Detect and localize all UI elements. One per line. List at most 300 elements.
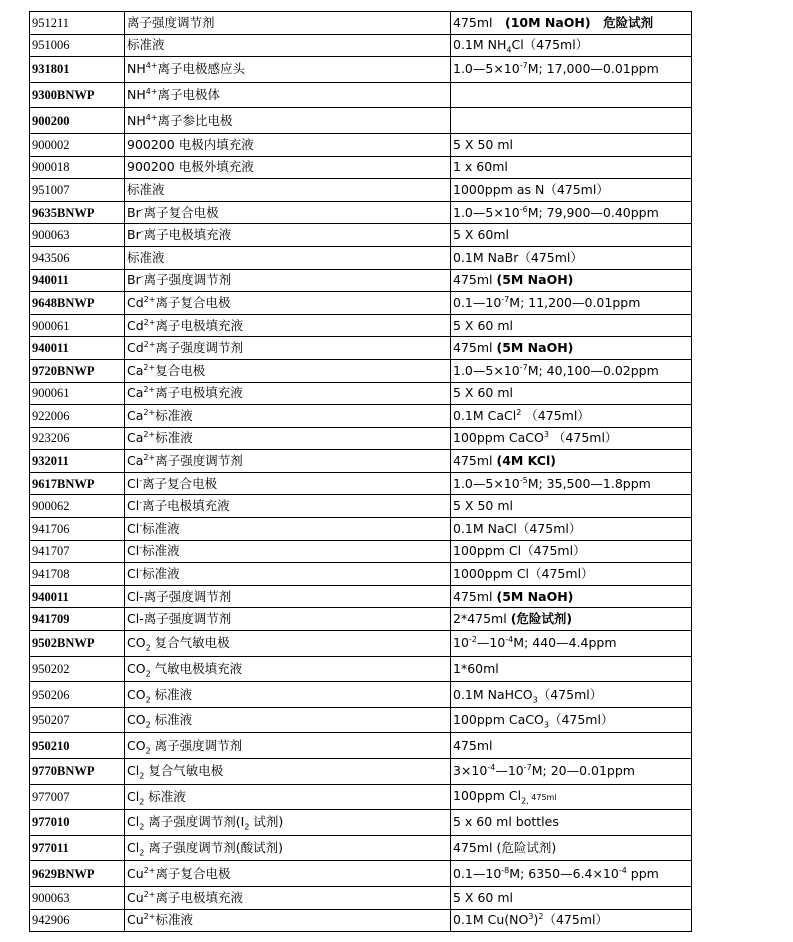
table-row	[30, 608, 692, 631]
text-segment: M; 6350—6.4×10	[509, 865, 619, 881]
product-code-cell: 940011	[30, 337, 125, 360]
table-row	[30, 450, 692, 473]
product-code-cell: 932011	[30, 450, 125, 473]
product-spec-cell	[451, 540, 692, 563]
text-segment: -5	[519, 475, 528, 485]
text-segment: 100ppm CaCO	[453, 712, 544, 728]
text-segment: 4+	[145, 61, 158, 71]
product-spec-cell	[451, 682, 692, 708]
table-row	[30, 427, 692, 450]
text-segment: 离子电极感应头	[157, 61, 246, 77]
product-spec-cell	[451, 427, 692, 450]
text-segment: (4M KCl)	[496, 453, 556, 469]
text-segment: 离子电极填充液	[142, 498, 230, 514]
product-spec-cell	[451, 82, 692, 108]
text-segment: 475ml	[528, 792, 557, 802]
product-name-cell	[125, 57, 451, 83]
text-segment: Cl	[127, 475, 140, 491]
product-code-cell: 950207	[30, 707, 125, 733]
text-segment: 4+	[145, 86, 158, 96]
text-segment: 475ml	[453, 588, 497, 604]
text-segment: CO	[127, 737, 146, 753]
text-segment: 1.0—5×10	[453, 61, 520, 77]
text-segment: 离子强度调节剂	[143, 272, 232, 288]
text-segment: 1.0—5×10	[453, 475, 520, 491]
text-segment: （475ml）	[548, 430, 618, 446]
product-name-cell	[125, 359, 451, 382]
text-segment: 100ppm Cl（475ml）	[453, 543, 586, 559]
text-segment: Cu	[127, 865, 144, 881]
product-name-cell	[125, 269, 451, 292]
text-segment: Cl	[127, 814, 140, 830]
text-segment: 2+	[143, 912, 156, 922]
text-segment: 1000ppm as N（475ml）	[453, 181, 609, 197]
text-segment: Cd	[127, 340, 144, 356]
text-segment: 0.1M NaBr（475ml）	[453, 249, 583, 265]
table-row	[30, 12, 692, 35]
text-segment: 10	[453, 635, 469, 651]
product-code-cell: 977011	[30, 835, 125, 861]
text-segment: M; 79,900—0.40ppm	[527, 204, 659, 220]
text-segment: 475ml	[453, 737, 493, 753]
product-name-cell	[125, 12, 451, 35]
text-segment: 475ml	[453, 453, 497, 469]
product-code-cell: 940011	[30, 585, 125, 608]
text-segment: -	[139, 475, 143, 485]
table-row	[30, 540, 692, 563]
product-code-cell: 9300BNWP	[30, 82, 125, 108]
table-row	[30, 909, 692, 932]
text-segment: Ca	[127, 385, 144, 401]
table-row	[30, 405, 692, 428]
text-segment: -	[140, 272, 144, 282]
product-spec-cell	[451, 495, 692, 518]
product-name-cell	[125, 246, 451, 269]
text-segment: (5M NaOH)	[496, 272, 574, 288]
product-code-cell: 900062	[30, 495, 125, 518]
text-segment: NH	[127, 87, 146, 103]
text-segment: 2+	[143, 385, 156, 395]
text-segment: 475ml	[453, 272, 497, 288]
product-name-cell	[125, 518, 451, 541]
product-table	[29, 11, 692, 932]
text-segment: 2+	[143, 430, 156, 440]
text-segment: 离子电极填充液	[155, 385, 243, 401]
table-row	[30, 495, 692, 518]
text-segment: -6	[519, 204, 528, 214]
text-segment: 475ml	[453, 340, 497, 356]
text-segment: Ca	[127, 430, 144, 446]
product-code-cell: 9502BNWP	[30, 631, 125, 657]
text-segment: 5 X 60 ml	[453, 889, 513, 905]
table-row	[30, 886, 692, 909]
text-segment: 475ml	[453, 14, 506, 30]
product-code-cell: 950206	[30, 682, 125, 708]
text-segment: Ca	[127, 407, 144, 423]
product-code-cell: 900018	[30, 156, 125, 179]
product-name-cell	[125, 909, 451, 932]
table-row	[30, 246, 692, 269]
text-segment: 0.1—10	[453, 294, 502, 310]
text-segment: -4	[487, 763, 496, 773]
table-row	[30, 682, 692, 708]
text-segment: 5 X 50 ml	[453, 136, 513, 152]
text-segment: CO	[127, 686, 146, 702]
table-row	[30, 563, 692, 586]
product-code-cell: 9648BNWP	[30, 292, 125, 315]
product-code-cell: 900061	[30, 382, 125, 405]
product-spec-cell	[451, 12, 692, 35]
text-segment: 标准液	[155, 912, 193, 928]
text-segment: （475ml）	[548, 712, 614, 728]
text-segment: M; 440—4.4ppm	[513, 635, 617, 651]
text-segment: -7	[519, 61, 528, 71]
text-segment: -	[140, 204, 144, 214]
text-segment: 2+	[143, 339, 156, 349]
text-segment: 3×10	[453, 763, 488, 779]
text-segment: 0.1M CaCl	[453, 407, 517, 423]
table-row	[30, 518, 692, 541]
product-code-cell: 941708	[30, 563, 125, 586]
text-segment: 100ppm Cl	[453, 787, 522, 803]
product-name-cell	[125, 34, 451, 57]
text-segment: 2	[145, 669, 151, 679]
text-segment: —10	[476, 635, 506, 651]
text-segment: 标准液	[155, 407, 193, 423]
text-segment: M; 35,500—1.8ppm	[527, 475, 651, 491]
product-name-cell	[125, 707, 451, 733]
text-segment: 1 x 60ml	[453, 159, 508, 175]
text-segment: 离子参比电极	[157, 112, 233, 128]
text-segment: Cl（475ml）	[511, 37, 589, 53]
text-segment: M; 17,000—0.01ppm	[527, 61, 659, 77]
product-spec-cell	[451, 733, 692, 759]
table-row	[30, 133, 692, 156]
text-segment: 2+	[143, 362, 156, 372]
table-row	[30, 784, 692, 810]
table-row	[30, 656, 692, 682]
text-segment: -	[139, 565, 143, 575]
product-name-cell	[125, 156, 451, 179]
table-row	[30, 314, 692, 337]
product-code-cell: 9629BNWP	[30, 861, 125, 887]
product-name-cell	[125, 108, 451, 134]
text-segment: Cd	[127, 317, 144, 333]
text-segment: 2	[244, 822, 250, 832]
product-code-cell: 922006	[30, 405, 125, 428]
product-spec-cell	[451, 224, 692, 247]
table-row	[30, 156, 692, 179]
text-segment: -	[140, 226, 144, 236]
product-spec-cell	[451, 518, 692, 541]
product-code-cell: 9635BNWP	[30, 201, 125, 224]
product-code-cell: 951007	[30, 179, 125, 202]
product-name-cell	[125, 495, 451, 518]
product-code-cell: 900063	[30, 886, 125, 909]
product-spec-cell	[451, 450, 692, 473]
product-name-cell	[125, 179, 451, 202]
product-spec-cell	[451, 108, 692, 134]
table-row	[30, 835, 692, 861]
text-segment: 2,	[521, 796, 529, 806]
text-segment: —10	[495, 763, 524, 779]
text-segment: 0.1M NH	[453, 37, 507, 53]
product-name-cell	[125, 337, 451, 360]
text-segment: 2	[516, 407, 522, 417]
product-name-cell	[125, 450, 451, 473]
text-segment: NH	[127, 61, 146, 77]
product-code-cell: 941707	[30, 540, 125, 563]
text-segment: 2*475ml	[453, 611, 511, 627]
product-code-cell: 950202	[30, 656, 125, 682]
text-segment: Cu	[127, 889, 144, 905]
text-segment: 复合气敏电极	[150, 635, 230, 651]
product-name-cell	[125, 886, 451, 909]
text-segment: 标准液	[142, 543, 180, 559]
product-spec-cell	[451, 909, 692, 932]
table-row	[30, 337, 692, 360]
text-segment: Cl	[127, 498, 140, 514]
product-name-cell	[125, 759, 451, 785]
text-segment: 2+	[143, 865, 156, 875]
text-segment: Cl-离子强度调节剂	[127, 588, 232, 604]
product-code-cell: 900061	[30, 314, 125, 337]
text-segment: 气敏电极填充液	[150, 660, 243, 676]
text-segment: -7	[501, 294, 510, 304]
product-spec-cell	[451, 201, 692, 224]
product-name-cell	[125, 810, 451, 836]
product-name-cell	[125, 631, 451, 657]
text-segment: 2	[139, 797, 145, 807]
text-segment: -8	[501, 865, 510, 875]
text-segment: 离子复合电极	[155, 294, 231, 310]
product-spec-cell	[451, 759, 692, 785]
text-segment: 复合气敏电极	[144, 763, 224, 779]
text-segment: 3	[543, 720, 549, 730]
text-segment: 离子电极体	[157, 87, 221, 103]
text-segment: CO	[127, 660, 146, 676]
text-segment: 离子电极填充液	[155, 317, 243, 333]
product-spec-cell	[451, 563, 692, 586]
text-segment: Cl	[127, 840, 140, 856]
text-segment: 0.1M NaCl（475ml）	[453, 520, 582, 536]
text-segment: 离子复合电极	[142, 475, 218, 491]
text-segment: 0.1M NaHCO	[453, 686, 533, 702]
product-spec-cell	[451, 784, 692, 810]
product-name-cell	[125, 224, 451, 247]
text-segment: -7	[523, 763, 532, 773]
table-row	[30, 631, 692, 657]
text-segment: 标准液	[127, 181, 165, 197]
product-spec-cell	[451, 314, 692, 337]
product-name-cell	[125, 82, 451, 108]
table-row	[30, 585, 692, 608]
product-spec-cell	[451, 359, 692, 382]
text-segment: 标准液	[155, 430, 193, 446]
table-row	[30, 82, 692, 108]
table-row	[30, 810, 692, 836]
product-code-cell: 977007	[30, 784, 125, 810]
product-code-cell: 940011	[30, 269, 125, 292]
product-spec-cell	[451, 608, 692, 631]
product-spec-cell	[451, 886, 692, 909]
product-name-cell	[125, 784, 451, 810]
product-code-cell: 951211	[30, 12, 125, 35]
table-row	[30, 382, 692, 405]
text-segment: （475ml）	[521, 407, 590, 423]
table-row	[30, 201, 692, 224]
product-code-cell: 900063	[30, 224, 125, 247]
product-code-cell: 950210	[30, 733, 125, 759]
text-segment: 离子复合电极	[155, 865, 231, 881]
table-row	[30, 359, 692, 382]
text-segment: 2	[145, 746, 151, 756]
product-spec-cell	[451, 631, 692, 657]
text-segment: 3	[528, 912, 534, 922]
text-segment: 5 X 60ml	[453, 227, 510, 243]
product-spec-cell	[451, 656, 692, 682]
product-name-cell	[125, 563, 451, 586]
text-segment: 1000ppm Cl（475ml）	[453, 566, 594, 582]
text-segment: 离子强度调节剂(酸试剂)	[144, 840, 284, 856]
product-name-cell	[125, 472, 451, 495]
text-segment: 2+	[143, 294, 156, 304]
text-segment: 5 X 60 ml	[453, 385, 513, 401]
text-segment: 离子强度调节剂	[127, 14, 215, 30]
product-name-cell	[125, 835, 451, 861]
product-spec-cell	[451, 34, 692, 57]
product-name-cell	[125, 427, 451, 450]
product-code-cell: 900002	[30, 133, 125, 156]
product-name-cell	[125, 133, 451, 156]
text-segment: -	[139, 498, 143, 508]
product-code-cell: 900200	[30, 108, 125, 134]
product-spec-cell	[451, 246, 692, 269]
text-segment: 900200 电极内填充液	[127, 136, 254, 152]
table-row	[30, 224, 692, 247]
text-segment: 2	[139, 771, 145, 781]
text-segment: Br	[127, 227, 141, 243]
text-segment: (5M NaOH)	[496, 588, 574, 604]
text-segment: -	[139, 543, 143, 553]
text-segment: Cl	[127, 543, 140, 559]
table-row	[30, 292, 692, 315]
text-segment: 标准液	[150, 686, 193, 702]
product-name-cell	[125, 314, 451, 337]
table-row	[30, 269, 692, 292]
text-segment: 离子强度调节剂(I	[144, 814, 245, 830]
text-segment: （475ml）	[543, 912, 608, 928]
text-segment: 标准液	[142, 520, 180, 536]
text-segment: 离子电极填充液	[155, 889, 243, 905]
product-name-cell	[125, 733, 451, 759]
product-name-cell	[125, 861, 451, 887]
text-segment: Cd	[127, 294, 144, 310]
text-segment: 2+	[143, 452, 156, 462]
text-segment: M; 11,200—0.01ppm	[509, 294, 641, 310]
product-spec-cell	[451, 810, 692, 836]
product-code-cell: 9617BNWP	[30, 472, 125, 495]
text-segment: Cl	[127, 788, 140, 804]
text-segment: 100ppm CaCO	[453, 430, 544, 446]
text-segment: 1.0—5×10	[453, 204, 520, 220]
text-segment: -4	[505, 635, 514, 645]
text-segment: M; 40,100—0.02ppm	[527, 362, 659, 378]
product-name-cell	[125, 682, 451, 708]
table-row	[30, 57, 692, 83]
product-code-cell: 977010	[30, 810, 125, 836]
text-segment: 900200 电极外填充液	[127, 159, 254, 175]
text-segment: 离子复合电极	[143, 204, 219, 220]
text-segment: Cl	[127, 520, 140, 536]
product-spec-cell	[451, 269, 692, 292]
product-spec-cell	[451, 156, 692, 179]
product-name-cell	[125, 382, 451, 405]
product-spec-cell	[451, 292, 692, 315]
text-segment: ppm	[626, 865, 659, 881]
product-name-cell	[125, 201, 451, 224]
text-segment: Br	[127, 272, 141, 288]
table-row	[30, 861, 692, 887]
text-segment: )	[533, 912, 539, 928]
text-segment: 1.0—5×10	[453, 362, 520, 378]
text-segment: -2	[468, 635, 477, 645]
text-segment: （475ml）	[537, 686, 603, 702]
table-row	[30, 34, 692, 57]
product-spec-cell	[451, 707, 692, 733]
table-row	[30, 472, 692, 495]
product-spec-cell	[451, 337, 692, 360]
product-name-cell	[125, 585, 451, 608]
product-code-cell: 941706	[30, 518, 125, 541]
text-segment: 离子电极填充液	[143, 227, 232, 243]
product-name-cell	[125, 292, 451, 315]
product-code-cell: 951006	[30, 34, 125, 57]
text-segment: (5M NaOH)	[496, 340, 574, 356]
text-segment: 1*60ml	[453, 660, 499, 676]
text-segment: Cl	[127, 763, 140, 779]
product-spec-cell	[451, 835, 692, 861]
text-segment: 0.1M Cu(NO	[453, 912, 529, 928]
table-row	[30, 108, 692, 134]
text-segment: 试剂)	[249, 814, 284, 830]
product-code-cell: 931801	[30, 57, 125, 83]
text-segment: Cl	[127, 566, 140, 582]
text-segment: (10M NaOH) 危险试剂	[505, 14, 654, 30]
text-segment: (危险试剂)	[510, 611, 573, 627]
text-segment: 2	[145, 695, 151, 705]
text-segment: Cu	[127, 912, 144, 928]
product-name-cell	[125, 608, 451, 631]
text-segment: 2	[139, 822, 145, 832]
text-segment: 离子强度调节剂	[150, 737, 243, 753]
text-segment: -4	[618, 865, 627, 875]
table-row	[30, 733, 692, 759]
text-segment: 2	[538, 912, 544, 922]
text-segment: 2+	[143, 317, 156, 327]
table-row	[30, 707, 692, 733]
product-spec-cell	[451, 472, 692, 495]
product-code-cell: 9770BNWP	[30, 759, 125, 785]
product-spec-cell	[451, 179, 692, 202]
text-segment: CO	[127, 635, 146, 651]
text-segment: 5 X 50 ml	[453, 498, 513, 514]
product-spec-cell	[451, 861, 692, 887]
product-code-cell: 942906	[30, 909, 125, 932]
text-segment: 离子强度调节剂	[155, 453, 243, 469]
product-spec-cell	[451, 382, 692, 405]
text-segment: 3	[532, 695, 538, 705]
